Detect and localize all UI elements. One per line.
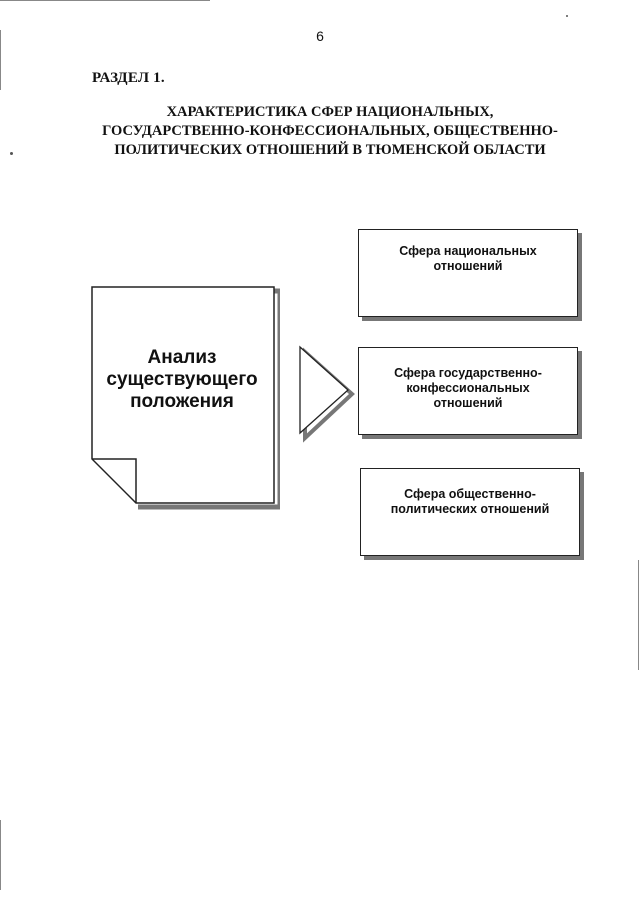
sphere-label-line: отношений	[433, 396, 503, 410]
scan-edge-right	[638, 560, 639, 670]
section-title	[60, 103, 600, 160]
sphere-label-line: Сфера государственно-	[394, 366, 542, 380]
section-title-line: ГОСУДАРСТВЕННО-КОНФЕССИОНАЛЬНЫХ, ОБЩЕСТВЕННО-	[102, 123, 558, 139]
sphere-label-line: Сфера общественно-	[404, 487, 536, 501]
sphere-label-line: Сфера национальных	[399, 244, 537, 258]
scan-speck	[566, 15, 568, 17]
scan-edge-bottom-left	[0, 820, 1, 890]
analysis-document-shape	[90, 285, 280, 511]
right-arrow-icon	[297, 344, 357, 444]
sphere-box-socio-political	[360, 468, 580, 556]
sphere-box-state-confessional	[358, 347, 578, 435]
section-label: РАЗДЕЛ 1.	[92, 70, 165, 86]
analysis-label-line: положения	[130, 391, 234, 412]
analysis-label-line: Анализ	[147, 347, 217, 368]
sphere-box-national	[358, 229, 578, 317]
page-number: 6	[316, 28, 324, 44]
sphere-label-line: отношений	[433, 259, 503, 273]
section-title-line: ПОЛИТИЧЕСКИХ ОТНОШЕНИЙ В ТЮМЕНСКОЙ ОБЛАСТИ	[114, 142, 546, 158]
section-title-line: ХАРАКТЕРИСТИКА СФЕР НАЦИОНАЛЬНЫХ,	[166, 104, 494, 120]
scan-edge-top	[0, 0, 210, 1]
analysis-label-line: существующего	[106, 369, 258, 390]
sphere-label-line: конфессиональных	[406, 381, 530, 395]
analysis-label	[90, 347, 274, 413]
scan-speck	[10, 152, 13, 155]
sphere-label-line: политических отношений	[390, 502, 550, 516]
